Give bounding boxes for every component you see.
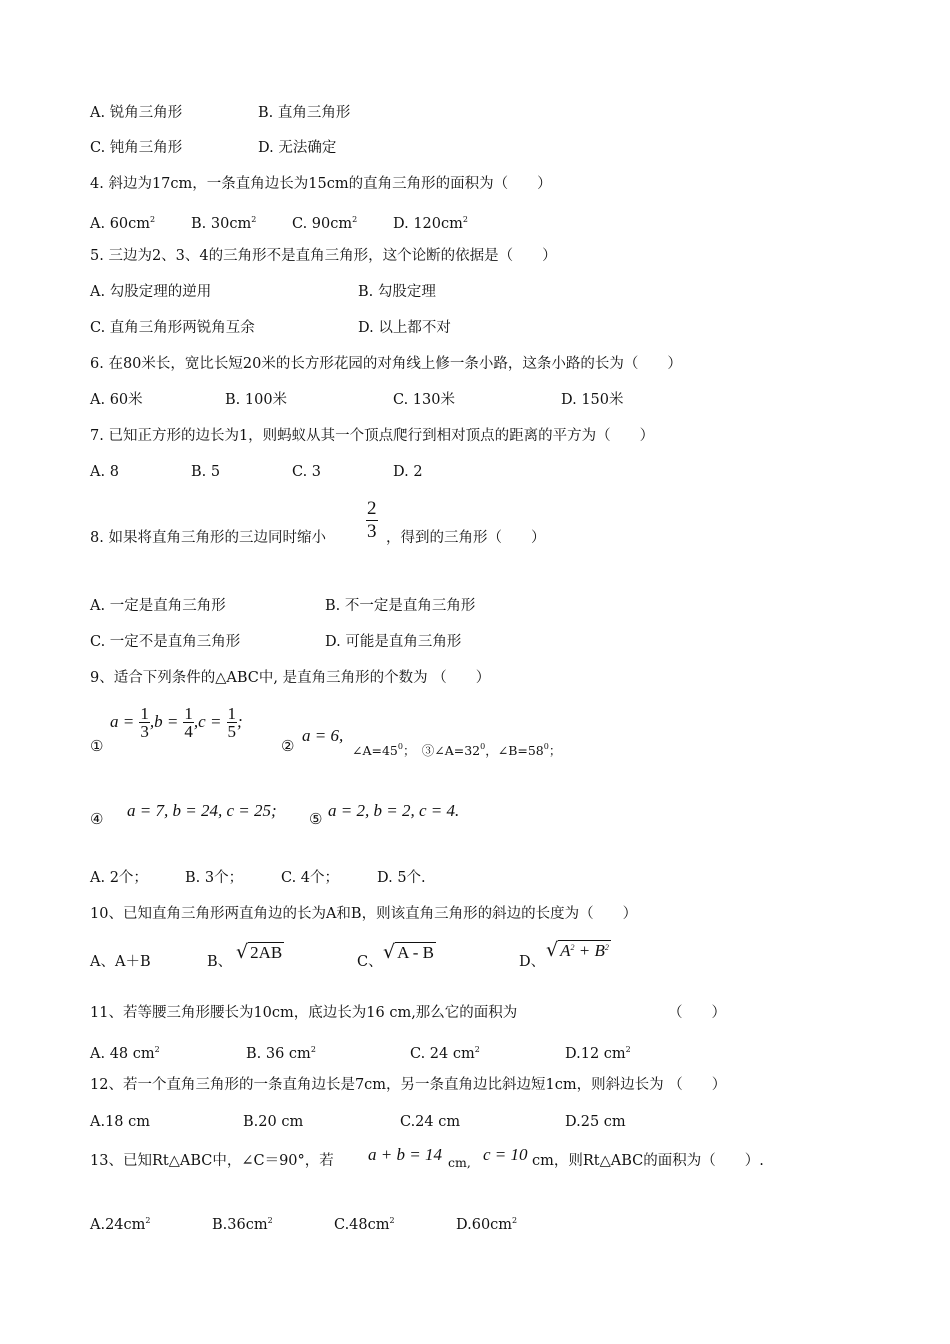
option-c: C. 钝角三角形	[90, 140, 183, 156]
question-4: 4. 斜边为17cm，一条直角边长为15cm的直角三角形的面积为（ ）	[90, 176, 552, 192]
q13-option-d: $D.60cm^2$	[456, 1216, 518, 1233]
question-8-end: ，得到的三角形（ ）	[386, 530, 546, 546]
q8-option-b: B. 不一定是直角三角形	[325, 598, 476, 614]
q4-option-b: B. $30cm^2$	[191, 215, 257, 232]
q11-option-c: C. 24 $cm^2$	[410, 1045, 480, 1062]
question-10: 10、已知直角三角形两直角边的长为A和B，则该直角三角形的斜边的长度为（ ）	[90, 906, 638, 922]
q10-option-c-sqrt: √ A - B	[383, 941, 434, 963]
q10-option-b-sqrt: √ 2AB	[236, 941, 283, 963]
q9-option-c: C. 4个；	[281, 870, 340, 886]
q13-option-a: $A.24cm^2$	[90, 1216, 151, 1233]
q13-option-c: $C.48cm^2$	[334, 1216, 395, 1233]
option-d: D. 无法确定	[258, 140, 337, 156]
condition-2-formula: a = 6,	[302, 726, 344, 745]
condition-1-formula: a = $\frac{1}{3}$ ,b = $\frac{1}{4}$ ,c = $\frac{1}{5}$ ;	[110, 704, 243, 741]
q13-unit: cm,	[448, 1155, 471, 1170]
q8-option-c: C. 一定不是直角三角形	[90, 634, 241, 650]
q8-option-d: D. 可能是直角三角形	[325, 634, 462, 650]
question-6: 6. 在80米长，宽比长短20米的长方形花园的对角线上修一条小路，这条小路的长为（ ）	[90, 356, 682, 372]
condition-4-formula: a = 7, b = 24, c = 25;	[127, 801, 277, 820]
q5-option-d: D. 以上都不对	[358, 320, 451, 336]
condition-5-formula: a = 2, b = 2, c = 4.	[328, 801, 460, 820]
q4-option-a: A. $60cm^2$	[90, 215, 156, 232]
q9-option-b: B. 3个；	[185, 870, 244, 886]
q12-option-c: C.24 cm	[400, 1114, 461, 1130]
q8-option-a: A. 一定是直角三角形	[90, 598, 226, 614]
q11-option-a: A. 48 $cm^2$	[90, 1045, 160, 1062]
q10-option-b-label: B、	[207, 954, 233, 970]
q10-option-d-label: D、	[519, 954, 546, 970]
q12-option-b: B.20 cm	[243, 1114, 304, 1130]
condition-5-marker: ⑤	[309, 810, 323, 828]
q6-option-d: D. 150米	[561, 392, 624, 408]
q13-formula-1: a + b = 14	[368, 1145, 442, 1164]
q7-option-a: A. 8	[90, 464, 119, 480]
question-11: 11、若等腰三角形腰长为10cm，底边长为16 cm,那么它的面积为	[90, 1005, 518, 1021]
q7-option-c: C. 3	[292, 464, 322, 480]
q4-option-c: C. $90cm^2$	[292, 215, 358, 232]
q10-option-a: A、A＋B	[90, 954, 151, 970]
q5-option-b: B. 勾股定理	[358, 284, 436, 300]
condition-3: $\angle A=45^0$； $③\angle A=32^0$，$\angle B=58^0$；	[352, 742, 562, 758]
q5-option-a: A. 勾股定理的逆用	[90, 284, 212, 300]
q4-option-d: D. $120cm^2$	[393, 215, 468, 232]
q9-option-a: A. 2个；	[90, 870, 148, 886]
q6-option-b: B. 100米	[225, 392, 288, 408]
q10-option-d-sqrt: √ $A^2 + B^2$	[546, 939, 609, 961]
option-b: B. 直角三角形	[258, 105, 351, 121]
q12-option-a: A.18 cm	[90, 1114, 151, 1130]
q9-option-d: D. 5个.	[377, 870, 426, 886]
q7-option-d: D. 2	[393, 464, 423, 480]
question-11-paren: （ ）	[668, 1005, 726, 1021]
q7-option-b: B. 5	[191, 464, 221, 480]
q11-option-b: B. 36 $cm^2$	[246, 1045, 316, 1062]
question-7: 7. 已知正方形的边长为1，则蚂蚁从其一个顶点爬行到相对顶点的距离的平方为（ ）	[90, 428, 655, 444]
q5-option-c: C. 直角三角形两锐角互余	[90, 320, 255, 336]
q13-option-b: $B.36cm^2$	[212, 1216, 273, 1233]
question-13-end: cm，则Rt△ABC的面积为（ ）.	[532, 1153, 764, 1169]
question-9: 9、适合下列条件的△ABC中, 是直角三角形的个数为 （ ）	[90, 670, 491, 686]
question-5: 5. 三边为2、3、4的三角形不是直角三角形，这个论断的依据是（ ）	[90, 248, 557, 264]
q13-formula-2: c = 10	[483, 1145, 528, 1164]
q10-option-c-label: C、	[357, 954, 383, 970]
question-12: 12、若一个直角三角形的一条直角边长是7cm，另一条直角边比斜边短1cm，则斜边长为 （ ）	[90, 1077, 727, 1093]
question-13: 13、已知Rt△ABC中，∠C＝90°，若	[90, 1153, 334, 1169]
condition-1-marker: ①	[90, 737, 104, 755]
condition-2-marker: ②	[281, 737, 295, 755]
option-a: A. 锐角三角形	[90, 105, 183, 121]
q6-option-a: A. 60米	[90, 392, 143, 408]
q6-option-c: C. 130米	[393, 392, 455, 408]
q12-option-d: D.25 cm	[565, 1114, 626, 1130]
q8-fraction: $\frac{2}{3}$	[367, 498, 377, 542]
condition-4-marker: ④	[90, 810, 104, 828]
question-8: 8. 如果将直角三角形的三边同时缩小	[90, 530, 326, 546]
q11-option-d: D.12 $cm^2$	[565, 1045, 631, 1062]
